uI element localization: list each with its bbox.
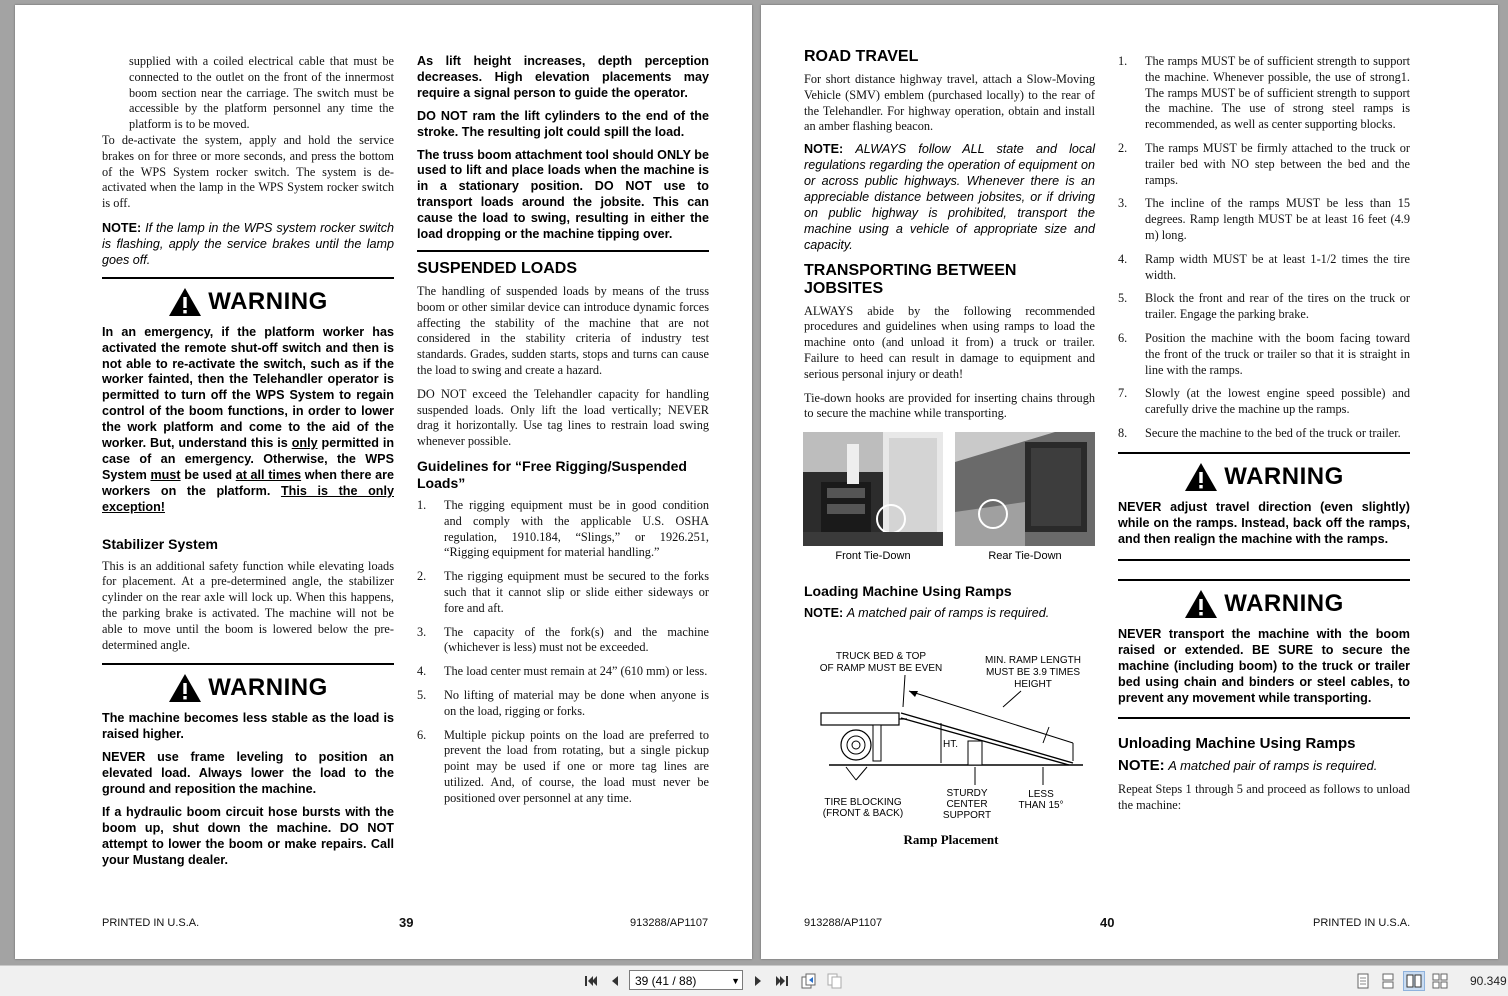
divider <box>1118 579 1410 581</box>
footer-printed: PRINTED IN U.S.A. <box>1313 917 1411 929</box>
warning-triangle-icon <box>1184 462 1218 492</box>
list-item-number: 6. <box>417 727 427 742</box>
transport-paragraph: Tie-down hooks are provided for inserting chains through to secure the machine while transporting. <box>804 390 1095 421</box>
warning-text-part: be used <box>184 467 233 482</box>
next-view-button[interactable] <box>826 972 844 990</box>
rear-tie-down-caption: Rear Tie-Down <box>988 550 1062 562</box>
warning-text-part: when there are workers on the platform. <box>102 467 395 498</box>
road-note <box>804 142 1095 253</box>
list-item <box>417 569 709 616</box>
continuous-page-icon <box>1381 973 1395 989</box>
suspended-paragraph: The handling of suspended loads by means of the truss boom or other similar device can introduce dynamic forces affecting the stability of the machine that are not considered in the stability criteria of industry test standards. Grades, sudden starts, stops and turns can cause the load to swing and create a hazard. <box>417 283 709 377</box>
diagram-label: SUPPORT <box>942 810 992 821</box>
stabilizer-heading: Stabilizer System <box>102 535 218 552</box>
page-39 <box>15 5 752 959</box>
last-page-icon <box>775 975 789 987</box>
list-item-text: The ramps MUST be firmly attached to the truck or trailer bed with NO step between the bed and the ramps. <box>1145 140 1410 187</box>
warning-boom-text: NEVER transport the machine with the boom raised or extended. BE SURE to secure the machine (including boom) to the truck or trailer bed using chain and binders or steel cables, to prevent any movement while transporting. <box>1118 627 1410 706</box>
diagram-label: STURDY <box>946 788 988 799</box>
warning-title: WARNING <box>208 287 328 315</box>
list-item-text: The load center must remain at 24” (610 mm) or less. <box>444 664 708 679</box>
diagram-label: TRUCK BED & TOP <box>835 651 927 662</box>
list-item-number: 2. <box>417 569 427 584</box>
warning-title: WARNING <box>1224 462 1344 490</box>
warning-header <box>1118 589 1410 619</box>
note-label: NOTE: <box>102 220 142 235</box>
page-40 <box>761 5 1498 959</box>
list-item <box>1118 141 1410 188</box>
front-tie-down-caption: Front Tie-Down <box>835 550 911 562</box>
note-text: A matched pair of ramps is required. <box>1168 757 1378 773</box>
first-page-button[interactable] <box>582 972 600 990</box>
list-item-text: Block the front and rear of the tires on the truck or trailer. Engage the parking brake. <box>1145 291 1410 322</box>
list-item-text: The rigging equipment must be secured to the forks such that it cannot slip or slide either sideways or fore and aft. <box>444 569 709 615</box>
divider <box>417 250 709 252</box>
warning-emergency-text <box>102 325 394 516</box>
list-item-number: 6. <box>1118 330 1128 345</box>
left-page-column-2 <box>417 54 709 814</box>
deactivate-text: To de-activate the system, apply and hold the service brakes on for three or more seconds, and press the bottom of the WPS System rocker switch. The system is de-activated when the lamp in the WPS System rocker switch is off. <box>102 132 394 211</box>
unloading-text: Repeat Steps 1 through 5 and proceed as follows to unload the machine: <box>1118 781 1410 812</box>
lift-paragraph: The truss boom attachment tool should ONLY be used to lift and place loads when the machine is in a stationary position. DO NOT use to transport loads around the jobsite. This can cause the load to swing, resulting in either the load dropping or the machine tipping over. <box>417 147 709 242</box>
wps-note <box>102 221 394 269</box>
ramp-steps-list <box>1118 54 1410 442</box>
list-item-text: No lifting of material may be done when anyone is on the load, rigging or forks. <box>444 687 709 718</box>
footer-doc-id: 913288/AP1107 <box>804 917 883 929</box>
list-item-text: The rigging equipment must be in good condition and comply with the applicable U.S. OSHA regulation, 1910.184, “Slings,” or 1926.251, “Rigging equipment for material handling.” <box>444 497 709 560</box>
list-item-text: The capacity of the fork(s) and the machine (whichever is less) must not be exceeded. <box>444 624 709 655</box>
note-label: NOTE: <box>804 142 844 157</box>
chevron-down-icon[interactable]: ▼ <box>731 976 740 986</box>
cable-text: supplied with a coiled electrical cable that must be connected to the outlet on the front of the innermost boom section near the carriage. The switch must be accessible by the platform personnel any time the platform is to be moved. <box>129 54 394 132</box>
warning-paragraph: NEVER use frame leveling to position an elevated load. Always lower the load to the ground and reposition the machine. <box>102 750 394 796</box>
next-page-button[interactable] <box>749 972 767 990</box>
lift-warnings <box>417 54 709 243</box>
diagram-label: TIRE BLOCKING <box>824 797 902 808</box>
list-item <box>1118 252 1410 284</box>
viewer-toolbar <box>0 965 1508 996</box>
list-item-number: 7. <box>1118 386 1128 401</box>
suspended-paragraph: DO NOT exceed the Telehandler capacity for handling suspended loads. Only lift the load vertically; NEVER drag it horizontally. Use tag lines to restrain load swing whenever possible. <box>417 386 709 449</box>
diagram-label: CENTER <box>946 799 988 810</box>
facing-pages-view-button[interactable] <box>1403 971 1425 991</box>
warning-triangle-icon <box>168 287 202 317</box>
left-page-column-1 <box>102 54 394 876</box>
list-item-number: 8. <box>1118 425 1128 440</box>
list-item <box>1118 291 1410 323</box>
divider <box>1118 452 1410 454</box>
lift-paragraph: As lift height increases, depth perception decreases. High elevation placements may require a signal person to guide the operator. <box>417 54 709 100</box>
rear-tie-down-image <box>955 432 1095 546</box>
stabilizer-text: This is an additional safety function while elevating loads for placement. At a pre-determined angle, the stabilizer cylinder on the rear axle will lock up. When this happens, the parking brake is activated. The machine will not be able to move until the boom is lowered below the pre-determined angle. <box>102 558 394 652</box>
diagram-label: (FRONT & BACK) <box>822 808 904 819</box>
list-item <box>1118 54 1410 133</box>
divider <box>102 277 394 279</box>
warning-triangle-icon <box>168 673 202 703</box>
transporting-heading: TRANSPORTING BETWEEN JOBSITES <box>804 261 1017 297</box>
list-item-text: Slowly (at the lowest engine speed possible) and carefully drive the machine up the ramps. <box>1145 386 1410 417</box>
diagram-label: MUST BE 3.9 TIMES <box>985 667 1081 678</box>
single-page-view-button[interactable] <box>1354 972 1372 990</box>
list-item-number: 3. <box>1118 196 1128 211</box>
page-number-value: 39 (41 / 88) <box>635 974 697 988</box>
diagram-label: HT. <box>943 739 958 750</box>
front-tie-down-image <box>803 432 943 546</box>
diagram-label: HEIGHT <box>1014 679 1052 690</box>
warning-header <box>102 673 394 703</box>
divider <box>1118 559 1410 561</box>
list-item <box>417 728 709 807</box>
suspended-loads-heading: SUSPENDED LOADS <box>417 259 578 277</box>
diagram-label: THAN 15° <box>1018 800 1064 811</box>
rear-tie-down-photo <box>955 432 1095 546</box>
warning-header <box>1118 462 1410 492</box>
single-page-icon <box>1356 973 1370 989</box>
warning-text-only: only <box>291 436 318 451</box>
note-text: If the lamp in the WPS system rocker switch is flashing, apply the service brakes until the lamp goes off. <box>102 220 394 267</box>
next-view-icon <box>827 973 843 989</box>
list-item-text: Secure the machine to the bed of the truck or trailer. <box>1145 425 1401 440</box>
continuous-facing-icon <box>1432 973 1448 989</box>
previous-page-button[interactable] <box>606 972 624 990</box>
warning-text-exception: This is the only exception! <box>102 483 394 514</box>
list-item-text: Position the machine with the boom facing toward the front of the truck or trailer so that it is straight in line with the ramps. <box>1145 330 1410 377</box>
divider <box>1118 717 1410 719</box>
list-item <box>1118 331 1410 378</box>
note-text: ALWAYS follow ALL state and local regulations regarding the operation of equipment on or across public highways. Whenever there is an appreciable distance between jobsites, or if driving on public highway is prohibited, transport the machine using a vehicle of appropriate size and capacity. <box>804 142 1095 252</box>
previous-page-icon <box>610 975 620 987</box>
next-page-icon <box>753 975 763 987</box>
unloading-note <box>1118 758 1410 774</box>
list-item-text: Ramp width MUST be at least 1-1/2 times the tire width. <box>1145 251 1410 282</box>
page-number-field[interactable] <box>629 970 743 990</box>
diagram-label: LESS <box>1028 789 1054 800</box>
list-item <box>1118 196 1410 243</box>
note-label: NOTE: <box>1118 756 1165 774</box>
loading-heading: Loading Machine Using Ramps <box>804 583 1012 599</box>
diagram-label: MIN. RAMP LENGTH <box>985 655 1081 666</box>
list-item-number: 5. <box>417 687 427 702</box>
zoom-level[interactable]: 90.349 <box>1470 974 1507 988</box>
warning-title: WARNING <box>1224 590 1344 618</box>
warning-paragraph: If a hydraulic boom circuit hose bursts with the boom up, shut down the machine. DO NOT attempt to lower the boom or make repairs. Call your Mustang dealer. <box>102 804 394 867</box>
loading-section <box>804 583 1095 630</box>
right-page-column-2 <box>1118 54 1410 813</box>
unloading-heading: Unloading Machine Using Ramps <box>1118 734 1356 752</box>
lift-paragraph: DO NOT ram the lift cylinders to the end of the stroke. The resulting jolt could spill the load. <box>417 108 709 139</box>
list-item-text: Multiple pickup points on the load are preferred to prevent the load from rotating, but a single pickup point may be used if one or more tag lines are utilized. And, of course, the load must never be positioned over personnel at any time. <box>444 727 709 805</box>
list-item-number: 1. <box>417 497 427 512</box>
list-item-text: The ramps MUST be of sufficient strength to support the machine. Whenever possible, the use of strong1. The ramps MUST be of sufficient strength to support the machine. The use of strong steel ramps is recommended, as well as center supporting blocks. <box>1145 54 1410 132</box>
ramp-placement-diagram <box>811 645 1101 825</box>
warning-travel-direction-text: NEVER adjust travel direction (even slightly) while on the ramps. Instead, back off the ramps, and then realign the machine with the ramps. <box>1118 499 1410 546</box>
page-number: 40 <box>1100 915 1115 930</box>
note-label: NOTE: <box>804 606 844 620</box>
warning-text-part: In an emergency, if the platform worker has activated the remote shut-off switch and then is not able to re-activate the switch, such as if the worker fainted, then the Telehandler operator is permitted to turn off the WPS System to regain control of the boom functions, in order to lower the work platform and come to the aid of the worker. But, understand this is <box>102 324 394 451</box>
first-page-icon <box>584 975 598 987</box>
divider <box>102 663 394 665</box>
list-item <box>417 498 709 561</box>
list-item-number: 4. <box>417 664 427 679</box>
suspended-loads-text <box>417 284 709 450</box>
loading-note <box>804 606 1095 622</box>
list-item-text: The incline of the ramps MUST be less than 15 degrees. Ramp length MUST be at least 16 feet (4.9 m) long. <box>1145 196 1410 242</box>
warning-text-alltimes: at all times <box>235 467 302 482</box>
transporting-text <box>804 304 1095 423</box>
guidelines-heading: Guidelines for “Free Rigging/Suspended Loads” <box>417 457 687 491</box>
ramp-placement-caption: Ramp Placement <box>903 832 999 847</box>
continuous-view-button[interactable] <box>1379 972 1397 990</box>
last-page-button[interactable] <box>773 972 791 990</box>
list-item-number: 1. <box>1118 54 1128 68</box>
right-page-column-1 <box>804 48 1095 430</box>
warning-text-part: permitted in case of an emergency. Otherwise, the WPS System <box>102 436 395 482</box>
list-item <box>1118 386 1410 418</box>
warning-stability-text <box>102 711 394 868</box>
warning-paragraph: The machine becomes less stable as the load is raised higher. <box>102 711 394 742</box>
page-number: 39 <box>399 915 414 930</box>
road-travel-text: For short distance highway travel, attach a Slow-Moving Vehicle (SMV) emblem (purchased locally) to the rear of the Telehandler. For highway operation, obtain and install an amber flashing beacon. <box>804 72 1095 134</box>
footer-printed: PRINTED IN U.S.A. <box>102 917 200 929</box>
list-item <box>417 664 709 680</box>
diagram-label: OF RAMP MUST BE EVEN <box>819 663 943 674</box>
guidelines-list <box>417 498 709 807</box>
list-item <box>417 688 709 720</box>
note-text: A matched pair of ramps is required. <box>846 606 1050 620</box>
warning-triangle-icon <box>1184 589 1218 619</box>
list-item-number: 3. <box>417 624 427 639</box>
road-travel-heading: ROAD TRAVEL <box>804 48 919 65</box>
list-item <box>417 625 709 657</box>
front-tie-down-photo <box>803 432 943 546</box>
warning-header <box>102 287 394 317</box>
transport-paragraph: ALWAYS abide by the following recommended procedures and guidelines when using ramps to load the machine onto (and unload it from) a truck or trailer. Failure to heed can result in damage to equipment and serious personal injury or death! <box>804 303 1095 381</box>
previous-view-button[interactable] <box>800 972 818 990</box>
previous-view-icon <box>801 973 817 989</box>
list-item-number: 5. <box>1118 291 1128 306</box>
list-item <box>1118 426 1410 442</box>
continuous-facing-view-button[interactable] <box>1431 972 1449 990</box>
facing-pages-icon <box>1406 974 1422 988</box>
warning-text-must: must <box>150 467 181 482</box>
warning-title: WARNING <box>208 674 328 702</box>
footer-doc-id: 913288/AP1107 <box>630 917 709 929</box>
list-item-number: 4. <box>1118 251 1128 266</box>
list-item-number: 2. <box>1118 140 1128 155</box>
